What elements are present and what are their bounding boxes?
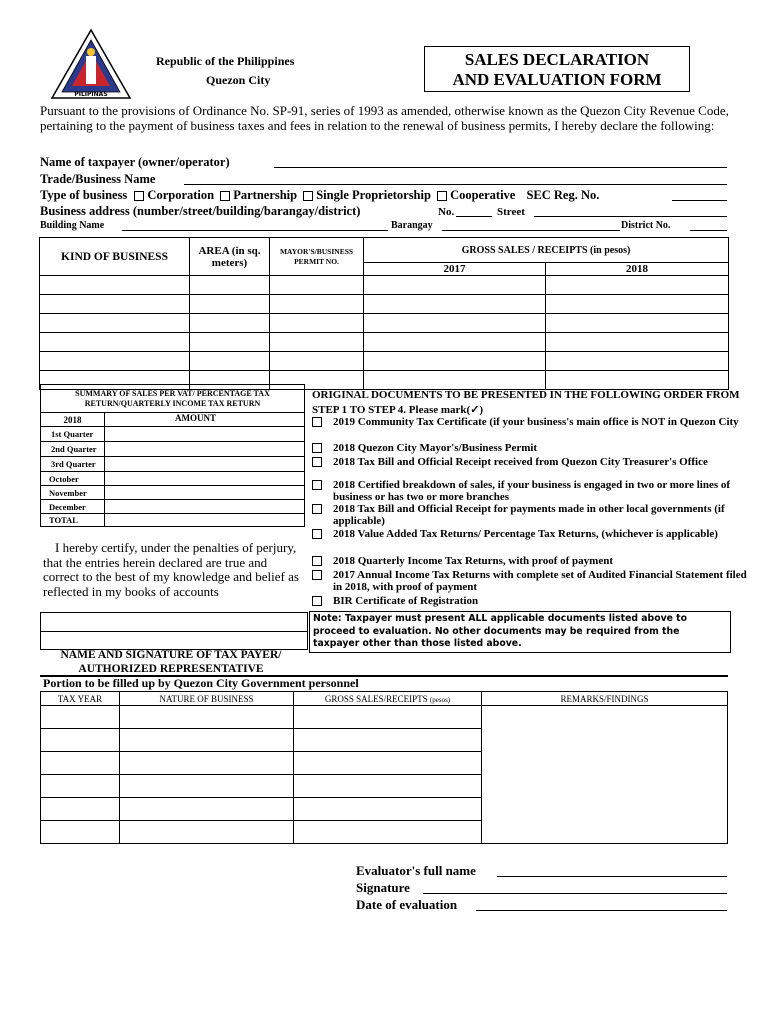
district-label: District No. [621,220,671,231]
partnership-checkbox[interactable] [220,191,230,201]
summary-october-input[interactable] [105,472,305,486]
cooperative-checkbox[interactable] [437,191,447,201]
col-permit [270,238,364,276]
summary-amount: AMOUNT [105,413,305,427]
summary-row-label: 2nd Quarter [41,442,105,457]
city-label: Quezon City [206,73,271,87]
document-label: 2018 Quarterly Income Tax Returns, with proof of payment [333,555,613,567]
summary-row-label: December [41,500,105,514]
documents-title: ORIGINAL DOCUMENTS TO BE PRESENTED IN THE FOLLOWING ORDER FROM STEP 1 TO STEP 4. Please mark(✓) [312,389,740,416]
col-year-2017: 2017 [364,263,546,276]
summary-row-label: 1st Quarter [41,427,105,442]
barangay-label: Barangay [391,220,433,231]
document-label: 2018 Certified breakdown of sales, if your business is engaged in two or more lines of business or has two or more branches [333,479,731,503]
sec-reg-label: SEC Reg. No. [526,188,600,202]
document-item [312,479,752,503]
summary-q2-input[interactable] [105,442,305,457]
document-label: 2019 Community Tax Certificate (if your business's main office is NOT in Quezon City [333,416,739,428]
evaluator-name-input[interactable] [497,876,727,877]
document-item [312,528,752,540]
col-nature-of-business: NATURE OF BUSINESS [120,692,294,706]
trade-name-label: Trade/Business Name [40,172,156,186]
col-remarks: REMARKS/FINDINGS [482,692,728,706]
document-label: 2017 Annual Income Tax Returns with complete set of Audited Financial Statement filed in 2018, with proof of payment [333,569,747,593]
sec-reg-input-line[interactable] [672,200,727,201]
summary-q3-input[interactable] [105,457,305,472]
single-proprietorship-label: Single Proprietorship [316,188,431,202]
document-checkbox[interactable] [312,480,322,490]
document-item [312,595,752,607]
building-name-label: Building Name [40,220,105,231]
summary-header: SUMMARY OF SALES PER VAT/ PERCENTAGE TAX RETURN/QUARTERLY INCOME TAX RETURN [41,385,305,413]
street-input[interactable] [534,216,727,217]
summary-december-input[interactable] [105,500,305,514]
col-gross-sales: GROSS SALES / RECEIPTS (in pesos) [364,238,729,263]
evaluation-date-label: Date of evaluation [356,897,458,912]
col-permit-top: MAYOR'S/BUSINESS [279,246,354,256]
evaluator-signature-input[interactable] [423,893,727,894]
republic-label: Republic of the Philippines [156,54,295,68]
document-label: 2018 Value Added Tax Returns/ Percentage Tax Returns, (whichever is applicable) [333,528,718,540]
document-item [312,555,752,567]
taxpayer-input-line[interactable] [274,167,727,168]
evaluation-date-input[interactable] [476,910,727,911]
document-checkbox[interactable] [312,443,322,453]
document-checkbox[interactable] [312,570,322,580]
street-label: Street [497,206,525,218]
district-input[interactable] [690,230,727,231]
document-item [312,503,752,527]
summary-q1-input[interactable] [105,427,305,442]
taxpayer-label: Name of taxpayer (owner/operator) [40,155,230,169]
col-gross-receipts [294,692,482,706]
table-row[interactable] [40,276,729,295]
corporation-label: Corporation [147,188,215,202]
summary-row-label: November [41,486,105,500]
summary-row-label: October [41,472,105,486]
building-name-input[interactable] [122,230,388,231]
document-checkbox[interactable] [312,596,322,606]
barangay-input[interactable] [442,230,620,231]
summary-total-input[interactable] [105,514,305,527]
document-item [312,569,752,593]
document-item [312,416,752,428]
certification-text: I hereby certify, under the penalties of perjury, that the entries herein declared are true and correct to the best of my knowledge and belief as reflected in my books of accounts [43,540,299,599]
cooperative-label: Cooperative [450,188,516,202]
title-line2: AND EVALUATION FORM [452,70,662,89]
remarks-input[interactable] [482,706,728,844]
title-line1: SALES DECLARATION [464,50,650,69]
signature-label: NAME AND SIGNATURE OF TAX PAYER/ AUTHORIZED REPRESENTATIVE [60,649,282,675]
col-tax-year: TAX YEAR [41,692,120,706]
document-label: 2018 Quezon City Mayor's/Business Permit [333,442,538,454]
documents-note: Note: Taxpayer must present ALL applicable documents listed above to proceed to evaluation. No other documents may be required from the taxpayer other than those listed above. [309,611,731,653]
col-year-2018: 2018 [546,263,729,276]
col-kind-of-business: KIND OF BUSINESS [40,238,190,276]
document-item [312,442,752,454]
document-label: BIR Certificate of Registration [333,595,479,607]
document-checkbox[interactable] [312,417,322,427]
document-checkbox[interactable] [312,529,322,539]
evaluator-signature-label: Signature [356,880,410,895]
table-row[interactable] [40,333,729,352]
document-label: 2018 Tax Bill and Official Receipt for payments made in other local governments (if applicable) [333,503,725,527]
intro-paragraph: Pursuant to the provisions of Ordinance No. SP-91, series of 1993 as amended, otherwise known as the Quezon City Revenue Code, pertaining to the payment of business taxes and fees in relation to the renewal of business permits, I hereby declare the following: [40,103,729,133]
table-row[interactable] [40,314,729,333]
type-label: Type of business [40,188,128,202]
summary-table [40,384,305,527]
quezon-city-seal [50,28,132,100]
summary-november-input[interactable] [105,486,305,500]
address-label: Business address (number/street/building/barangay/district) [40,204,361,218]
signature-box[interactable] [40,612,308,650]
table-row[interactable] [40,352,729,371]
col-area: AREA (in sq. meters) [190,238,270,276]
type-of-business-row [40,188,599,203]
col-gross-receipts-unit: (pesos) [429,695,451,704]
single-proprietorship-checkbox[interactable] [303,191,313,201]
col-gross-receipts-label: GROSS SALES/RECEIPTS [324,693,428,704]
form-title [424,46,690,92]
document-label: 2018 Tax Bill and Official Receipt received from Quezon City Treasurer's Office [333,456,708,468]
summary-row-label: TOTAL [41,514,105,527]
summary-year: 2018 [41,413,105,427]
trade-name-input-line[interactable] [184,184,727,185]
partnership-label: Partnership [233,188,298,202]
col-permit-bottom: PERMIT NO. [294,256,339,266]
document-checkbox[interactable] [312,504,322,514]
address-no-label: No. [438,206,455,218]
business-table [39,237,729,390]
table-row[interactable] [41,706,728,729]
document-checkbox[interactable] [312,556,322,566]
summary-row-label: 3rd Quarter [41,457,105,472]
address-no-input[interactable] [456,216,492,217]
document-checkbox[interactable] [312,457,322,467]
table-row[interactable] [40,295,729,314]
corporation-checkbox[interactable] [134,191,144,201]
seal-text-bottom: PILIPINAS [74,91,108,98]
government-table [40,691,728,844]
government-header: Portion to be filled up by Quezon City Government personnel [43,676,359,690]
document-item [312,456,752,468]
evaluator-name-label: Evaluator's full name [356,863,476,878]
